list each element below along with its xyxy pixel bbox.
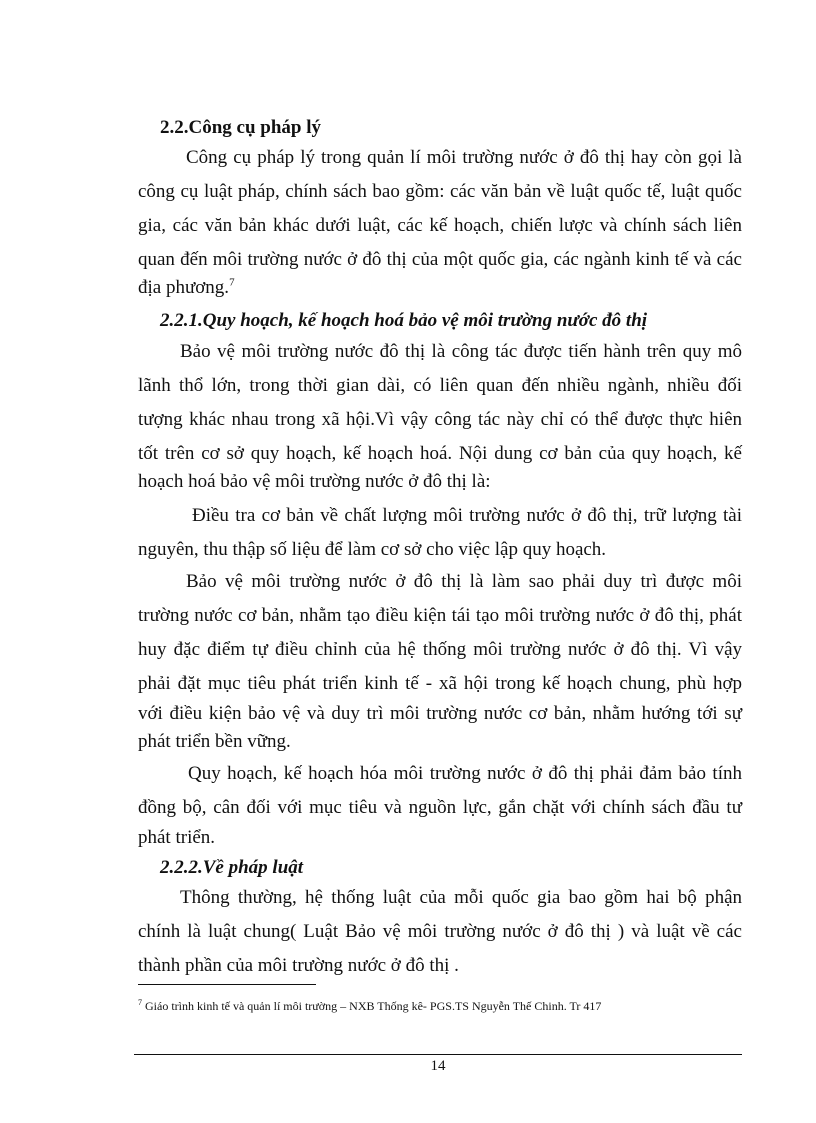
- paragraph-line: Điều tra cơ bản về chất lượng môi trường nước ở đô thị, trữ lượng tài: [192, 505, 742, 526]
- paragraph-line: hoạch hoá bảo vệ môi trường nước ở đô thị là:: [138, 471, 491, 492]
- subsection-heading: 2.2.1.Quy hoạch, kế hoạch hoá bảo vệ môi trường nước đô thị: [160, 310, 648, 331]
- paragraph-line: tốt trên cơ sở quy hoạch, kế hoạch hoá. Nội dung cơ bản của quy hoạch, kế: [138, 443, 742, 464]
- paragraph-line: lãnh thổ lớn, trong thời gian dài, có liên quan đến nhiều ngành, nhiều đối: [138, 375, 742, 396]
- footnote: [138, 998, 742, 1014]
- paragraph-line: Bảo vệ môi trường nước đô thị là công tác được tiến hành trên quy mô: [180, 341, 742, 362]
- paragraph-line: Quy hoạch, kế hoạch hóa môi trường nước ở đô thị phải đảm bảo tính: [188, 763, 742, 784]
- paragraph-line: phát triển bền vững.: [138, 731, 291, 752]
- paragraph-line: [138, 276, 742, 300]
- paragraph-line: phải đặt mục tiêu phát triển kinh tế - xã hội trong kế hoạch chung, phù hợp: [138, 673, 742, 694]
- paragraph-line: quan đến môi trường nước ở đô thị của một quốc gia, các ngành kinh tế và các: [138, 249, 742, 270]
- paragraph-line: với điều kiện bảo vệ và duy trì môi trường nước cơ bản, nhằm hướng tới sự: [138, 703, 742, 724]
- paragraph-line: Thông thường, hệ thống luật của mỗi quốc gia bao gồm hai bộ phận: [180, 887, 742, 908]
- paragraph-line-text: địa phương.: [138, 277, 230, 298]
- paragraph-line: Công cụ pháp lý trong quản lí môi trường nước ở đô thị hay còn gọi là: [186, 147, 742, 168]
- paragraph-line: trường nước cơ bản, nhằm tạo điều kiện tái tạo môi trường nước ở đô thị, phát: [138, 605, 742, 626]
- footnote-text: Giáo trình kinh tế và quản lí môi trường – NXB Thống kê- PGS.TS Nguyễn Thế Chinh. Tr 417: [142, 999, 602, 1013]
- subsection-heading: 2.2.2.Về pháp luật: [160, 857, 304, 878]
- footnote-number: 7: [138, 998, 142, 1007]
- paragraph-line: tượng khác nhau trong xã hội.Vì vậy công tác này chỉ có thể được thực hiên: [138, 409, 742, 430]
- paragraph-line: Bảo vệ môi trường nước ở đô thị là làm sao phải duy trì được môi: [186, 571, 742, 592]
- paragraph-line: công cụ luật pháp, chính sách bao gồm: các văn bản về luật quốc tế, luật quốc: [138, 181, 742, 202]
- paragraph-line: chính là luật chung( Luật Bảo vệ môi trường nước ở đô thị ) và luật về các: [138, 921, 742, 942]
- page-number: 14: [430, 1058, 446, 1074]
- section-heading: 2.2.Công cụ pháp lý: [160, 117, 322, 138]
- paragraph-line: đồng bộ, cân đối với mục tiêu và nguồn lực, gắn chặt với chính sách đầu tư: [138, 797, 742, 818]
- paragraph-line: thành phần của môi trường nước ở đô thị .: [138, 955, 459, 976]
- paragraph-line: nguyên, thu thập số liệu để làm cơ sở cho việc lập quy hoạch.: [138, 539, 607, 560]
- footnote-reference: 7: [229, 276, 235, 289]
- paragraph-line: huy đặc điểm tự điều chỉnh của hệ thống môi trường nước ở đô thị. Vì vậy: [138, 639, 742, 660]
- paragraph-line: gia, các văn bản khác dưới luật, các kế hoạch, chiến lược và chính sách liên: [138, 215, 742, 236]
- paragraph-line: phát triển.: [138, 827, 216, 848]
- footnote-separator: [138, 984, 316, 985]
- footer-separator: [134, 1054, 742, 1055]
